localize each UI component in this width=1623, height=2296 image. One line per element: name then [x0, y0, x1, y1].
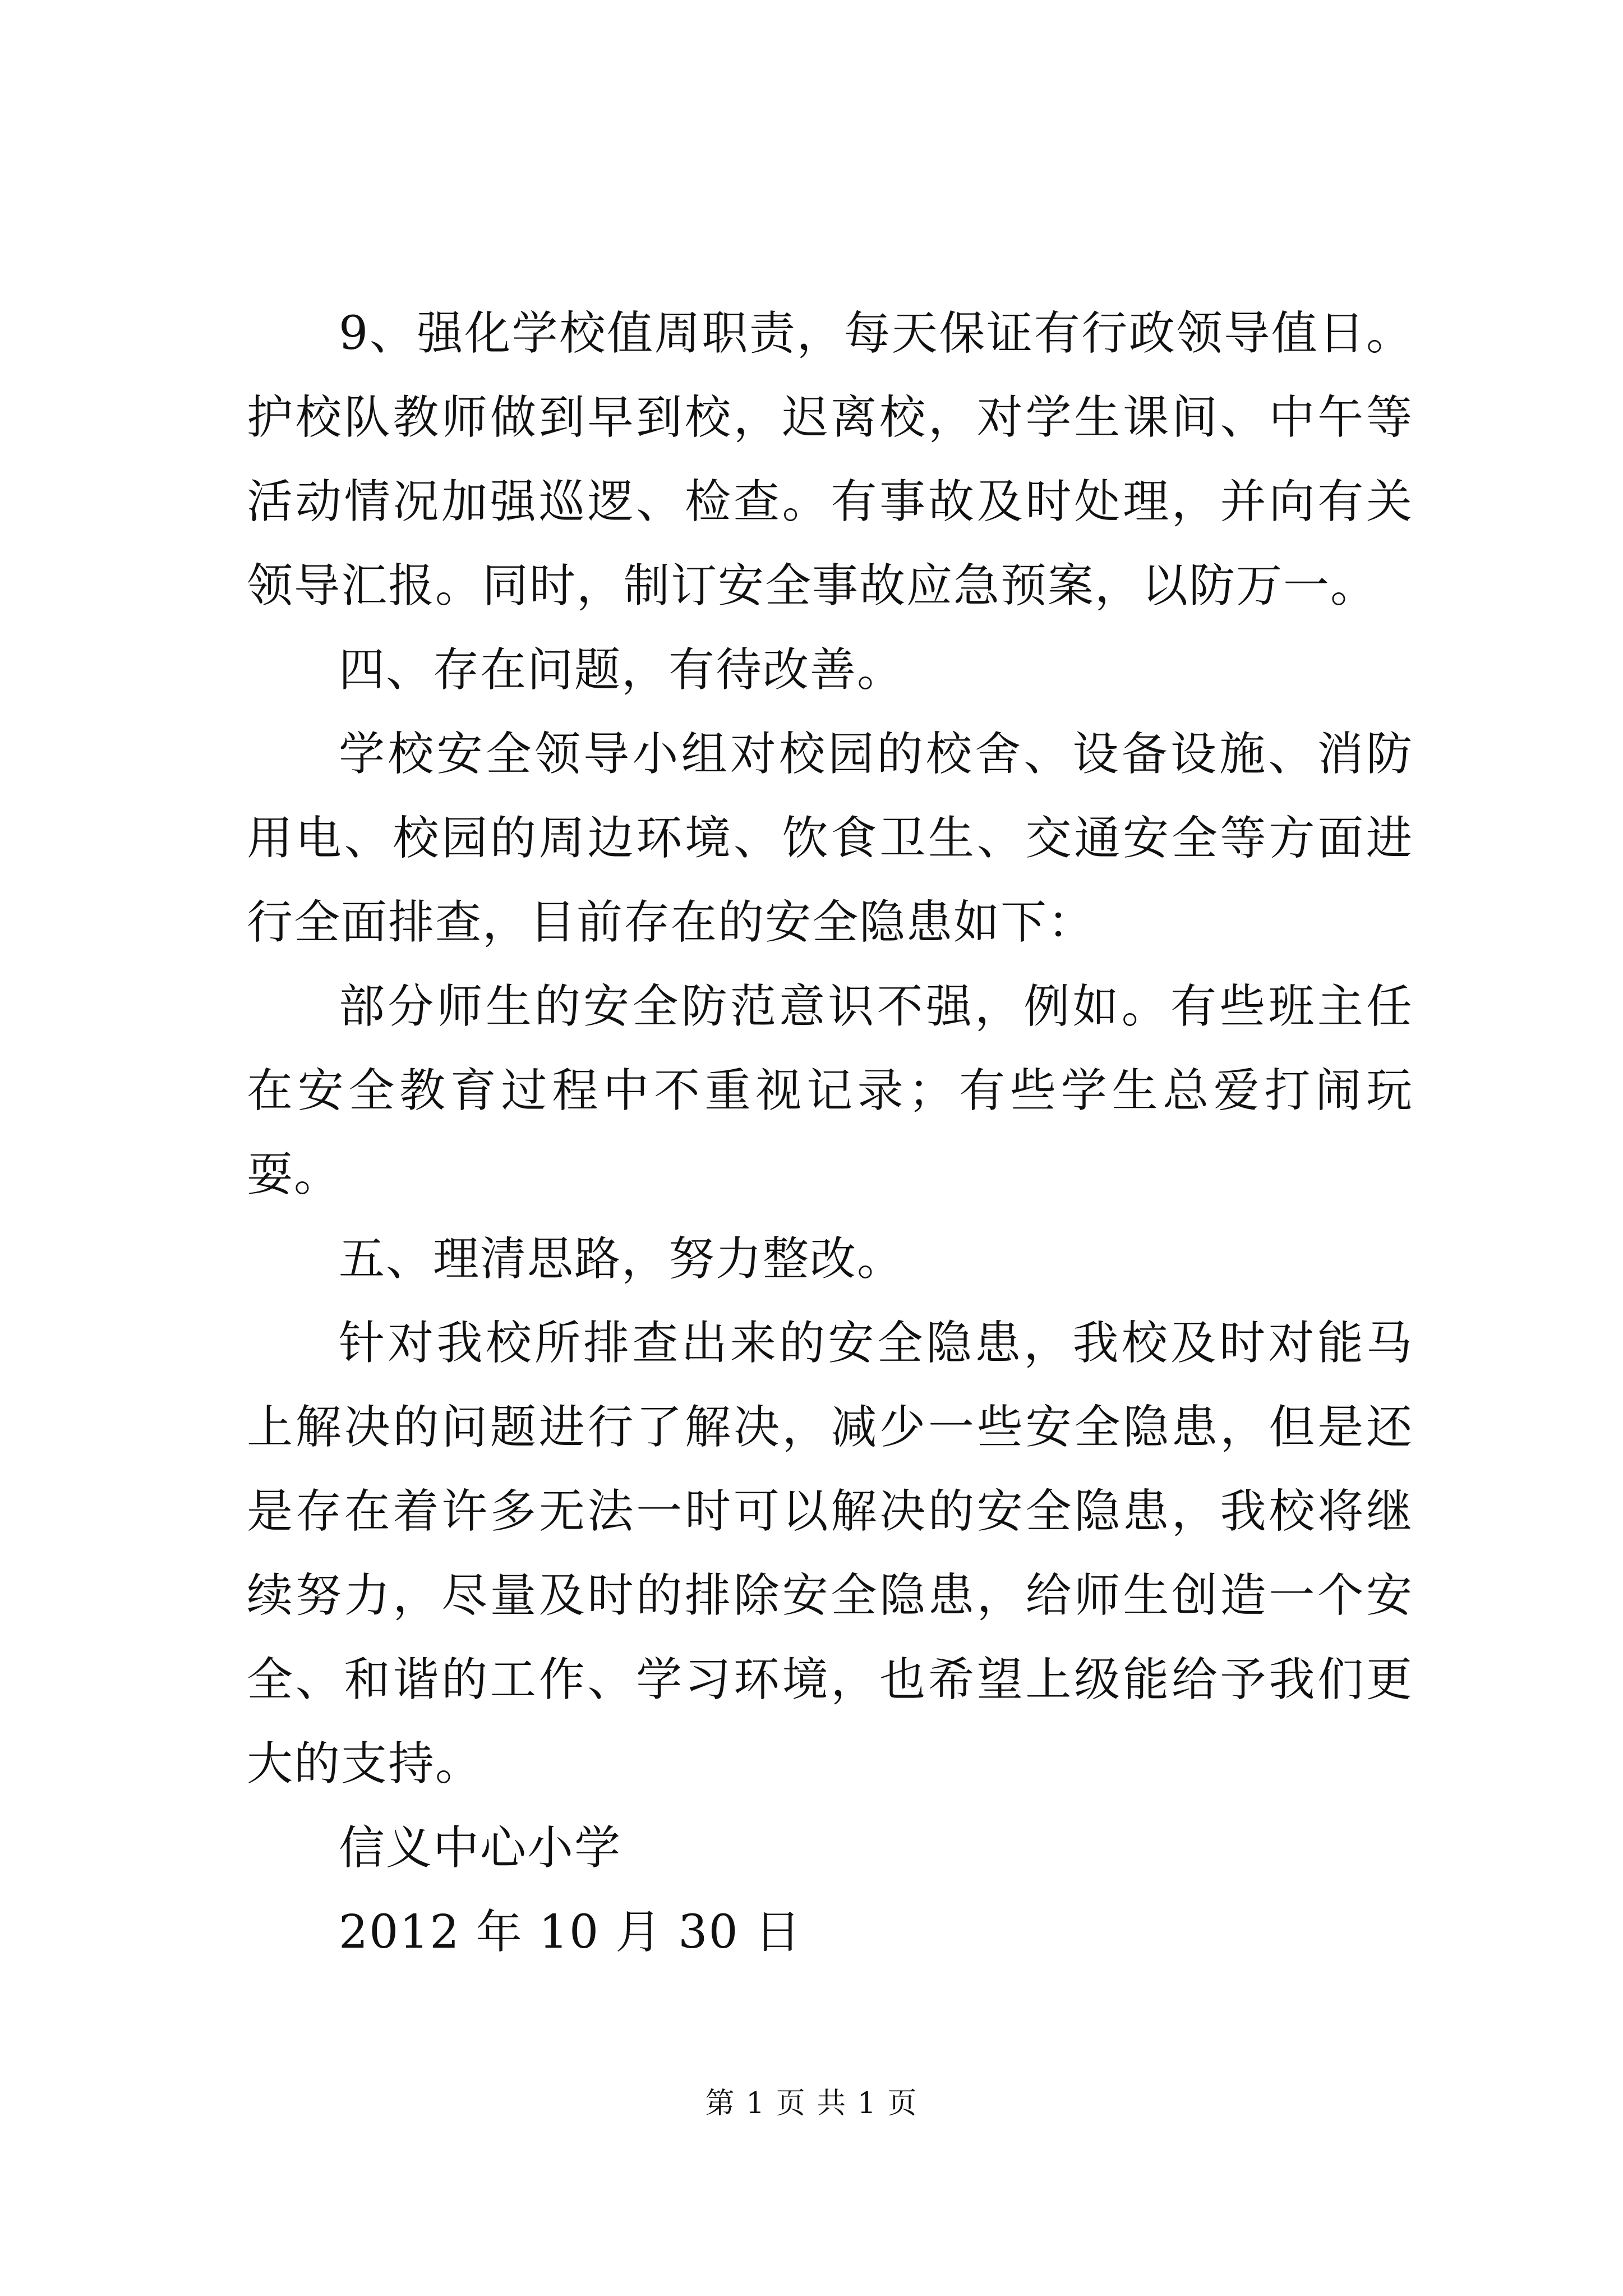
- document-body: [247, 292, 1413, 1975]
- section-heading-problems: 四、存在问题，有待改善。: [339, 643, 905, 697]
- paragraph-awareness: 部分师生的安全防范意识不强，例如。有些班主任在安全教育过程中不重视记录；有些学生总爱打闹玩耍。: [247, 980, 1413, 1202]
- paragraph-duty-rotation: 9、强化学校值周职责，每天保证有行政领导值日。护校队教师做到早到校，迟离校，对学生课间、中午等活动情况加强巡逻、检查。有事故及时处理，并向有关领导汇报。同时，制订安全事故应急预案，以防万一。: [247, 307, 1413, 613]
- section-heading-rectification: 五、理清思路，努力整改。: [339, 1232, 905, 1286]
- paragraph-safety-inspection: 学校安全领导小组对校园的校舍、设备设施、消防用电、校园的周边环境、饮食卫生、交通安全等方面进行全面排查，目前存在的安全隐患如下：: [247, 728, 1413, 949]
- signature-school-name: 信义中心小学: [339, 1821, 622, 1875]
- paragraph-rectification: 针对我校所排查出来的安全隐患，我校及时对能马上解决的问题进行了解决，减少一些安全隐患，但是还是存在着许多无法一时可以解决的安全隐患，我校将继续努力，尽量及时的排除安全隐患，给师生创造一个安全、和谐的工作、学习环境，也希望上级能给予我们更大的支持。: [247, 1317, 1413, 1791]
- page-number-footer: 第 1 页 共 1 页: [705, 2087, 918, 2120]
- signature-date: 2012 年 10 月 30 日: [339, 1906, 802, 1959]
